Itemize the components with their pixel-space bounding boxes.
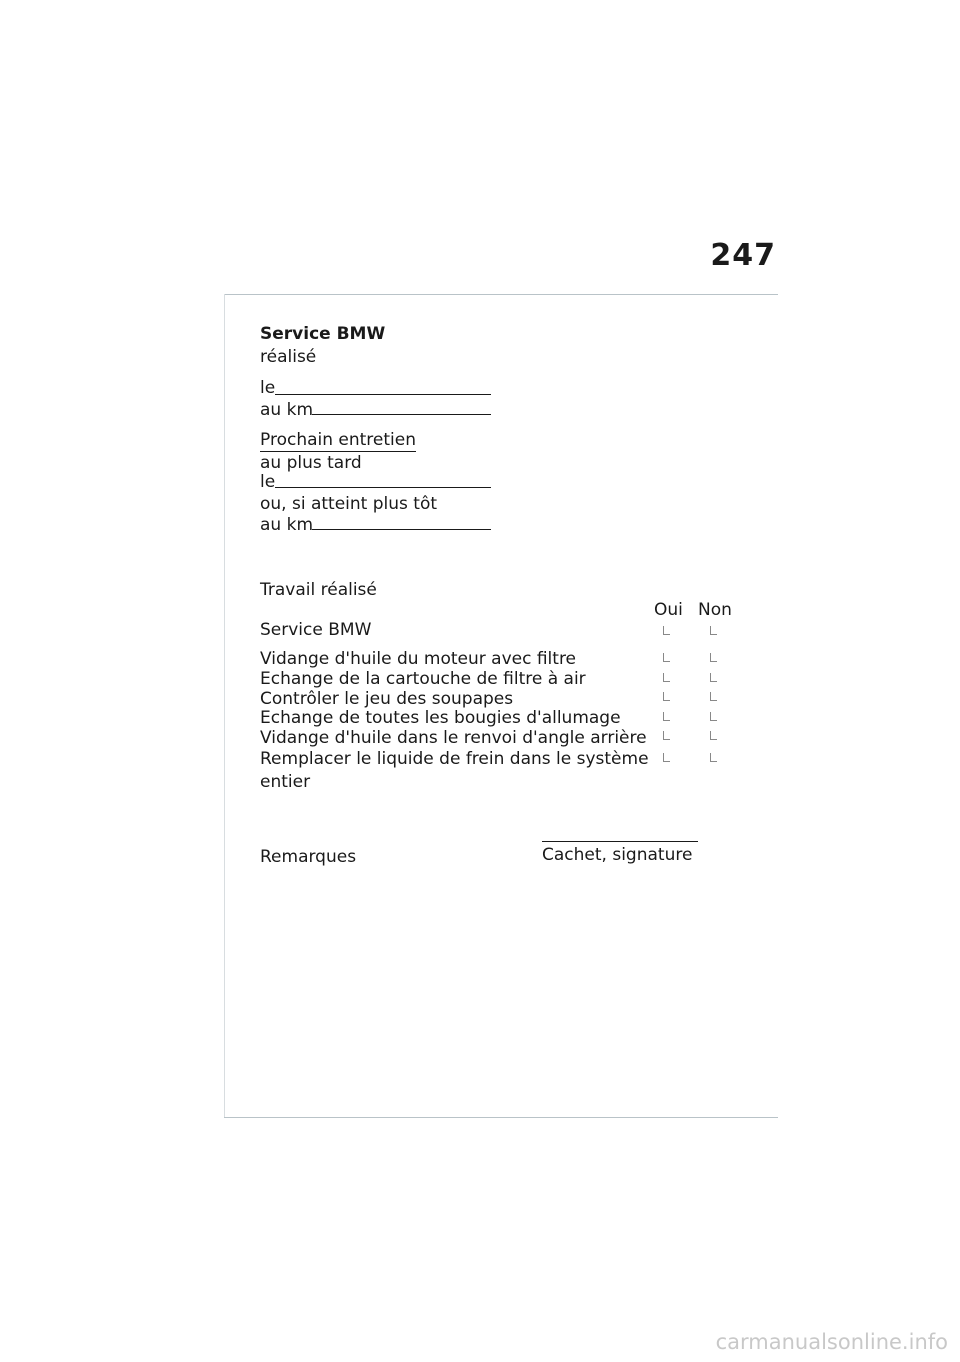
yes-checkbox[interactable] (663, 712, 670, 721)
page-number: 247 (710, 238, 776, 273)
next-service-date-label: le (260, 472, 276, 492)
no-column-label: Non (698, 600, 732, 620)
work-item: Remplacer le liquide de frein dans le système (260, 749, 649, 769)
work-item: Service BMW (260, 620, 372, 640)
frame-left-rule (224, 294, 225, 1117)
work-item: Vidange d'huile du moteur avec filtre (260, 649, 577, 669)
no-checkbox[interactable] (710, 753, 717, 762)
remarks-label: Remarques (260, 847, 357, 867)
next-service-or-earlier-label: ou, si atteint plus tôt (260, 494, 438, 514)
service-km-label: au km (260, 400, 314, 420)
service-performed-label: réalisé (260, 347, 317, 367)
no-checkbox[interactable] (710, 653, 717, 662)
yes-column-label: Oui (654, 600, 683, 620)
service-date-label: le (260, 378, 276, 398)
service-title: Service BMW (260, 324, 386, 344)
work-item: Contrôler le jeu des soupapes (260, 689, 514, 709)
no-checkbox[interactable] (710, 692, 717, 701)
signature-field[interactable] (542, 841, 698, 842)
yes-checkbox[interactable] (663, 673, 670, 682)
yes-checkbox[interactable] (663, 653, 670, 662)
frame-top-rule (224, 294, 778, 295)
no-checkbox[interactable] (710, 673, 717, 682)
stamp-signature-label: Cachet, signature (542, 845, 693, 865)
work-item: Echange de toutes les bougies d'allumage (260, 708, 621, 728)
work-heading: Travail réalisé (260, 580, 377, 600)
watermark: carmanualsonline.info (715, 1330, 948, 1354)
next-service-km-field[interactable] (312, 529, 491, 530)
work-item-continuation: entier (260, 772, 311, 792)
yes-checkbox[interactable] (663, 731, 670, 740)
frame-bottom-rule (224, 1117, 778, 1118)
no-checkbox[interactable] (710, 712, 717, 721)
next-service-km-label: au km (260, 515, 314, 535)
work-item: Vidange d'huile dans le renvoi d'angle arrière (260, 728, 647, 748)
no-checkbox[interactable] (710, 626, 717, 635)
yes-checkbox[interactable] (663, 626, 670, 635)
next-service-date-field[interactable] (275, 487, 491, 488)
yes-checkbox[interactable] (663, 692, 670, 701)
next-service-latest-label: au plus tard (260, 453, 362, 473)
next-service-heading (260, 430, 416, 450)
service-date-field[interactable] (275, 394, 491, 395)
no-checkbox[interactable] (710, 731, 717, 740)
work-item: Echange de la cartouche de filtre à air (260, 669, 586, 689)
next-service-heading-text: Prochain entretien (260, 430, 417, 450)
yes-checkbox[interactable] (663, 753, 670, 762)
service-km-field[interactable] (312, 414, 491, 415)
